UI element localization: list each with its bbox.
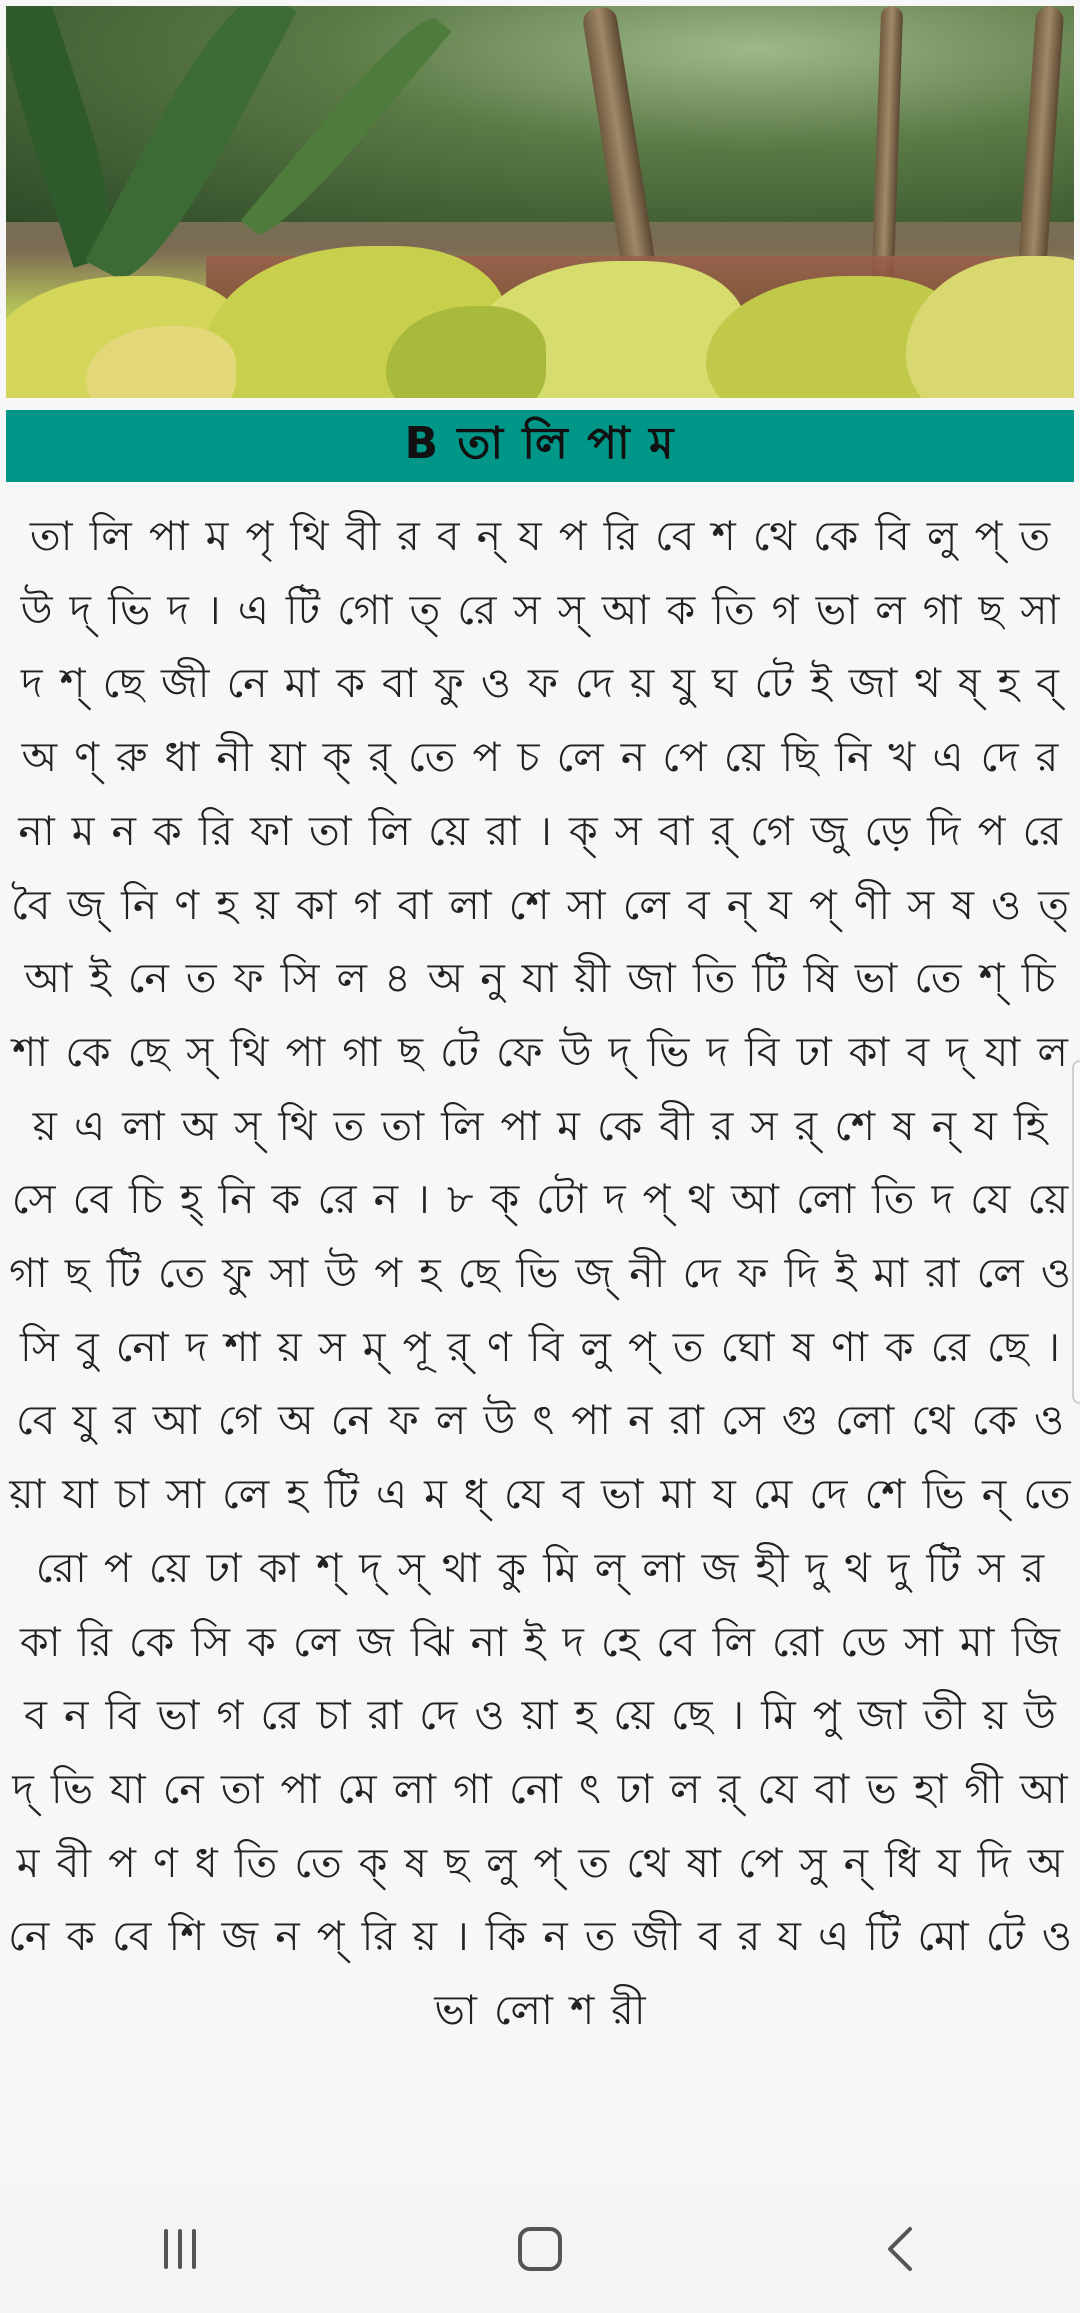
- article-title: B তা লি পা ম: [404, 417, 676, 469]
- article-body: তা লি পা ম পৃ থি বী র ব ন্ য প রি বে শ থে কে বি লু প্ ত উ দ্ ভি দ । এ টি গো ত্ রে স স্ আ ক তি গ ভা ল গা ছ সা দ শ্ ছে জী নে মা ক বা ফু ও ফ দে য় যু ঘ টে ই জা থ ষ্ হ ব্ অ ণ্ রু ধা নী য়া ক্ র্ তে প চ লে ন পে য়ে ছি নি খ এ দে র না ম ন ক রি ফা তা লি য়ে রা । ক্ স বা র্ গে জু ড়ে দি প রে বৈ জ্ নি ণ হ য় কা গ বা লা শে সা লে ব ন্ য প্ ণী স ষ ও ত্ আ ই নে ত ফ সি ল ৪ অ নু যা য়ী জা তি টি ষি ভা তে শ্ চি শা কে ছে স্ থি পা গা ছ টে ফে উ দ্ ভি দ বি ঢা কা ব দ্ যা ল য় এ লা অ স্ থি ত তা লি পা ম কে বী র স র্ শে ষ ন্ য হি সে বে চি হ্ নি ক রে ন । ৮ ক্ টো দ প্ থ আ লো তি দ যে য়ে গা ছ টি তে ফু সা উ প হ ছে ভি জ্ নী দে ফ দি ই মা রা লে ও সি বু নো দ শা য় স ম্ পূ র্ ণ বি লু প্ ত ঘো ষ ণা ক রে ছে । বে যু র আ গে অ নে ফ ল উ ৎ পা ন রা সে গু লো থে কে ও য়া যা চা সা লে হ টি এ ম ধ্ যে ব ভা মা য মে দে শে ভি ন্ তে রো প য়ে ঢা কা শ্ দ্ স্ থা কু মি ল্ লা জ হী দু থ দু টি স র কা রি কে সি ক লে জ ঝি না ই দ হে বে লি রো ডে সা মা জি ব ন বি ভা গ রে চা রা দে ও য়া হ য়ে ছে । মি পু জা তী য় উ দ্ ভি যা নে তা পা মে লা গা নো ৎ ঢা ল র্ যে বা ভ হা গী আ ম বী প ণ ধ তি তে ক্ ষ ছ লু প্ ত থে ষা পে সু ন্ ধি য দি অ নে ক বে শি জ ন প্ রি য় । কি ন ত জী ব র য এ টি মো টে ও ভা লো শ রী: [8, 512, 1072, 2035]
- system-navigation-bar: [0, 2185, 1080, 2313]
- article-title-bar: [6, 410, 1074, 482]
- back-button[interactable]: [830, 2194, 970, 2304]
- recents-icon: [164, 2229, 196, 2269]
- home-icon: [518, 2227, 562, 2271]
- header-photo: [6, 6, 1074, 398]
- back-chevron-icon: [880, 2224, 920, 2274]
- scroll-edge-handle[interactable]: [1072, 1060, 1080, 1404]
- recents-button[interactable]: [110, 2194, 250, 2304]
- home-button[interactable]: [470, 2194, 610, 2304]
